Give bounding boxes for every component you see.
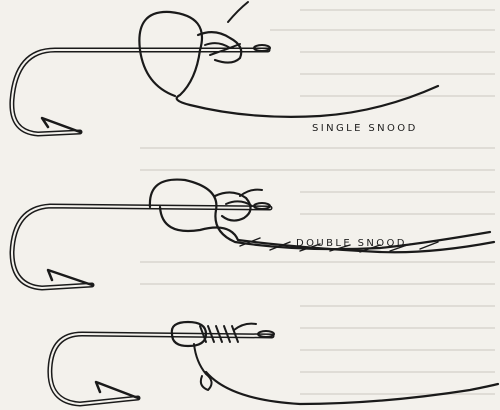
whipped-snood-line — [206, 372, 498, 404]
single-snood-caption: SINGLE SNOOD — [312, 123, 418, 134]
single-tag-end — [228, 2, 248, 22]
whipped-tag-end — [234, 324, 256, 330]
whipped-snood-illustration — [50, 322, 498, 404]
single-snood-line — [139, 12, 438, 117]
single-hook-barb — [42, 118, 80, 132]
double-snood-illustration — [12, 180, 494, 288]
double-snood-caption: DOUBLE SNOOD — [296, 238, 407, 249]
whipped-hook-barb — [96, 382, 138, 398]
single-snood-illustration — [12, 2, 438, 134]
double-hook-barb — [48, 270, 92, 285]
